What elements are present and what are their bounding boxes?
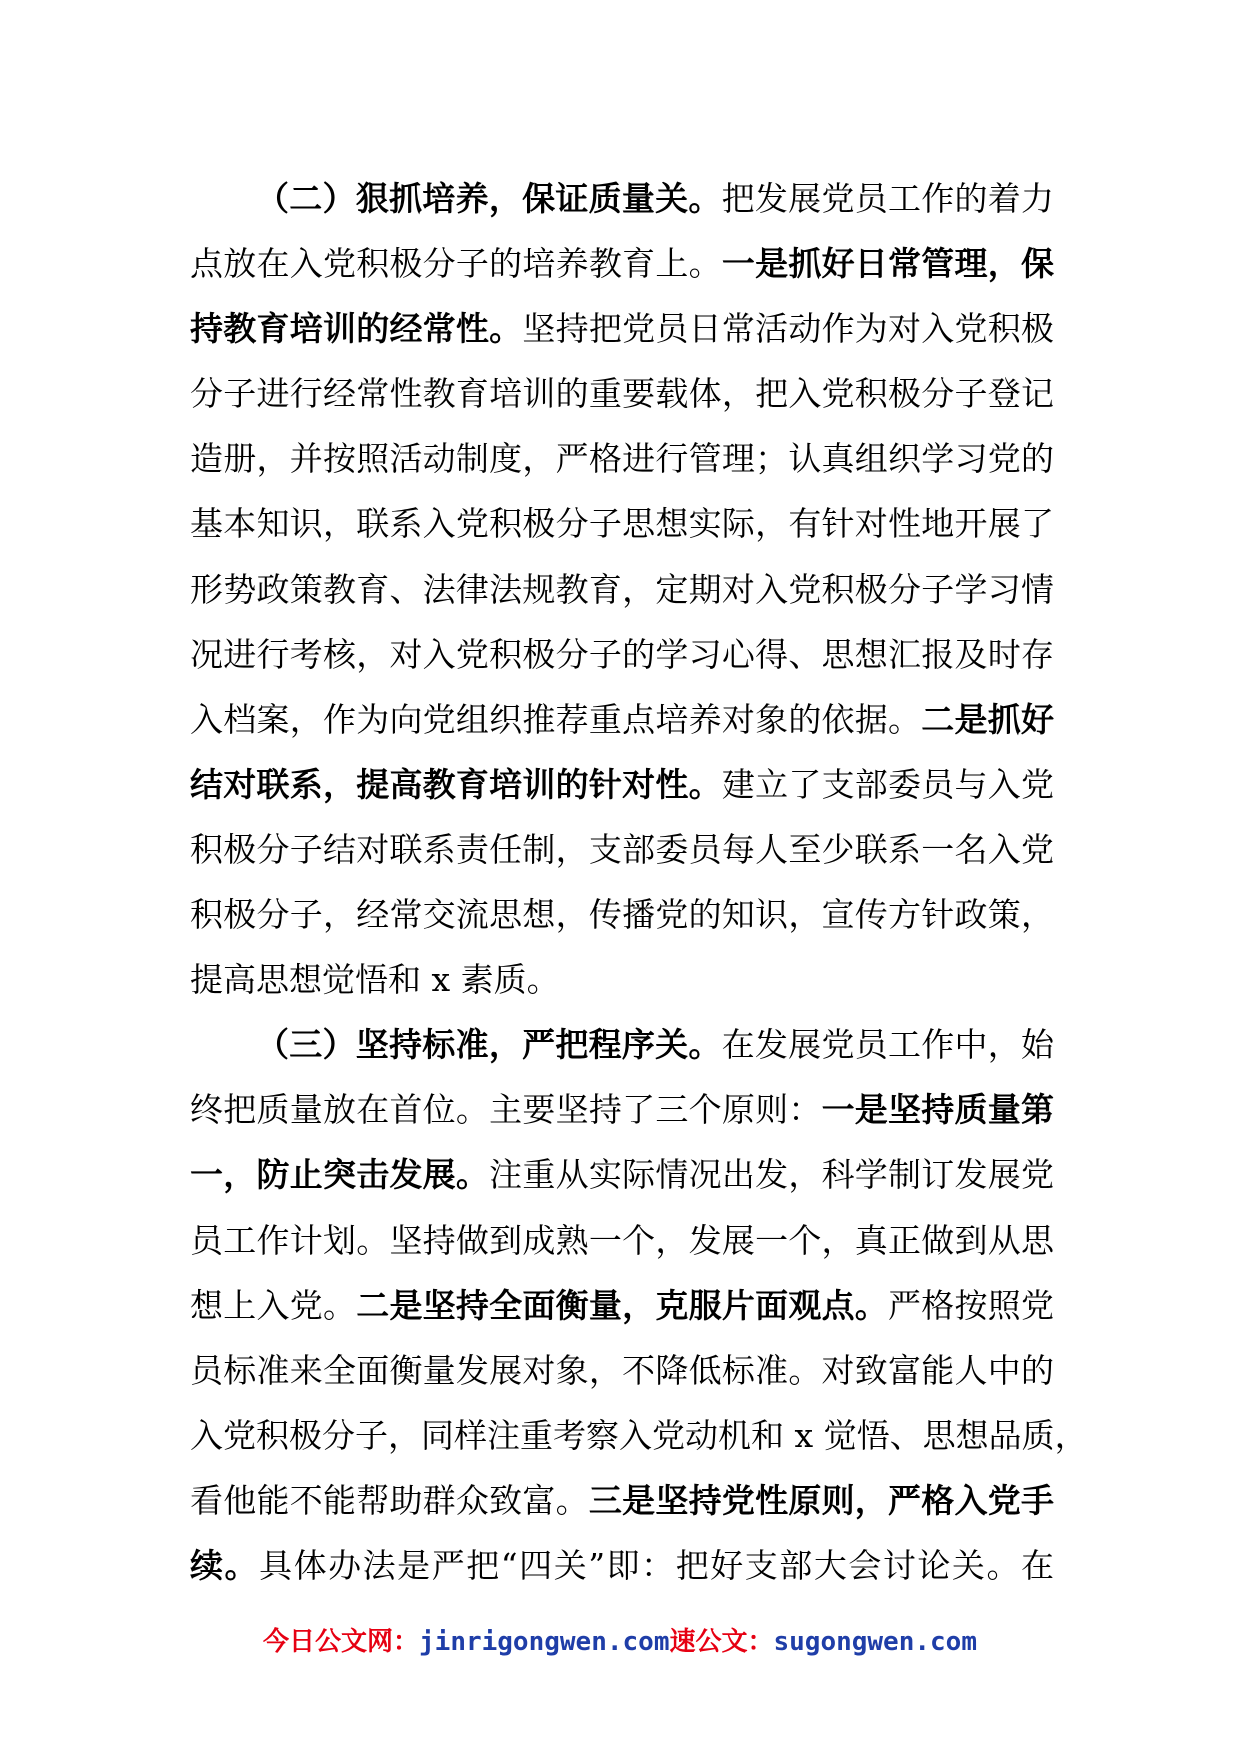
text-line [190,1208,1054,1273]
text-segment: 分子进行经常性教育培训的重要载体，把入党积极分子登记 [190,374,1054,414]
bold-text-segment: 二是坚持全面衡量，克服片面观点。 [356,1285,889,1325]
footer-watermark [0,1622,1240,1662]
text-line [190,1533,1054,1598]
bold-text-segment: 一是坚持质量第 [821,1090,1055,1130]
text-segment: 想上入党。 [190,1285,357,1325]
text-line [190,166,1054,231]
text-line [190,947,1054,1012]
footer-site-url-1[interactable]: jinrigongwen.com [419,1627,670,1657]
text-segment: 严格按照党 [888,1285,1055,1325]
bold-text-segment: 二是抓好 [921,699,1055,739]
text-line [190,1273,1054,1338]
bold-text-segment: 续。 [190,1545,260,1585]
bold-text-segment: 一是抓好日常管理，保 [721,244,1055,284]
bold-text-segment: （二）狠抓培养，保证质量关。 [256,179,722,218]
text-segment: 员工作计划。坚持做到成熟一个，发展一个，真正做到从思 [190,1220,1054,1260]
text-segment: 点放在入党积极分子的培养教育上。 [190,244,722,284]
text-segment: 终把质量放在首位。主要坚持了三个原则： [190,1090,822,1130]
text-segment: 建立了支部委员与入党 [721,764,1055,804]
bold-text-segment: 三是坚持党性原则，严格入党手 [588,1480,1055,1520]
text-line [190,687,1054,752]
text-line [190,1142,1054,1207]
text-segment: 造册，并按照活动制度，严格进行管理；认真组织学习党的 [190,439,1054,479]
text-segment: 具体办法是严把“四关”即：把好支部大会讨论关。在 [259,1545,1054,1585]
text-segment: 基本知识，联系入党积极分子思想实际，有针对性地开展了 [190,504,1054,544]
text-segment: 况进行考核，对入党积极分子的学习心得、思想汇报及时存 [190,634,1054,674]
document-body [190,166,1088,1598]
text-line [190,296,1054,361]
text-line [190,1338,1054,1403]
text-segment: 把发展党员工作的着力 [721,179,1055,218]
text-line [190,817,1054,882]
text-segment: 坚持把党员日常活动作为对入党积极 [522,309,1055,349]
text-line [190,1403,1088,1468]
text-line [190,752,1054,817]
text-segment: 形势政策教育、法律法规教育，定期对入党积极分子学习情 [190,569,1054,609]
text-segment: 入档案，作为向党组织推荐重点培养对象的依据。 [190,699,922,739]
text-segment: 在发展党员工作中，始 [721,1025,1055,1065]
bold-text-segment: 一，防止突击发展。 [190,1155,490,1195]
bold-text-segment: 结对联系，提高教育培训的针对性。 [190,764,722,804]
text-line [190,1468,1054,1533]
footer-site-label-1: 今日公文网： [263,1627,420,1657]
text-line [190,882,1054,947]
footer-site-label-2: 速公文： [669,1627,774,1657]
text-segment: 入党积极分子，同样注重考察入党动机和 x 觉悟、思想品质， [190,1415,1088,1455]
text-segment: 员标准来全面衡量发展对象，不降低标准。对致富能人中的 [190,1350,1054,1390]
text-line [190,557,1054,622]
text-line [190,1077,1054,1142]
text-line [190,622,1054,687]
footer-site-url-2[interactable]: sugongwen.com [773,1627,977,1657]
text-segment: 积极分子结对联系责任制，支部委员每人至少联系一名入党 [190,829,1054,869]
text-line [190,426,1054,491]
text-line [190,361,1054,426]
bold-text-segment: （三）坚持标准，严把程序关。 [256,1025,722,1065]
text-line [190,491,1054,556]
text-segment: 积极分子，经常交流思想，传播党的知识，宣传方针政策， [190,895,1054,935]
text-segment: 看他能不能帮助群众致富。 [190,1480,589,1520]
text-segment: 提高思想觉悟和 x 素质。 [190,960,560,1000]
text-line [190,231,1054,296]
text-segment: 注重从实际情况出发，科学制订发展党 [489,1155,1055,1195]
text-line [190,1012,1054,1077]
bold-text-segment: 持教育培训的经常性。 [190,309,523,349]
